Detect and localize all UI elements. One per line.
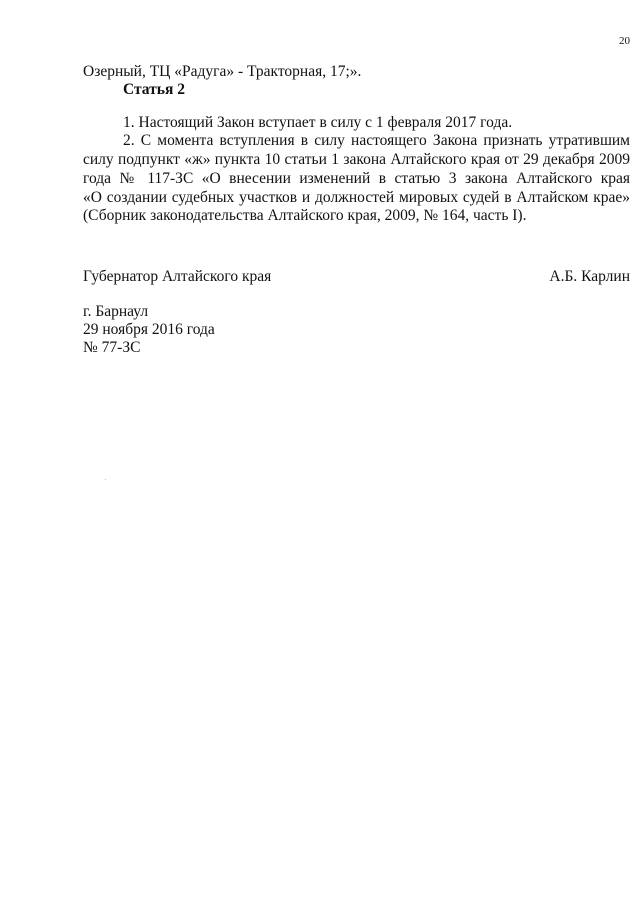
paragraph-2-line: 2. С момента вступления в силу настоящего Закона признать утратившим [123, 132, 630, 149]
signature-position: Губернатор Алтайского края [83, 268, 272, 285]
signature-name: А.Б. Карлин [549, 268, 630, 285]
paragraph-2-line: силу подпункт «ж» пункта 10 статьи 1 закона Алтайского края от 29 декабря 2009 [83, 151, 630, 168]
paragraph-1: 1. Настоящий Закон вступает в силу с 1 февраля 2017 года. [123, 114, 513, 131]
issue-number: № 77-ЗС [83, 339, 141, 356]
continuation-line: Озерный, ТЦ «Радуга» - Тракторная, 17;». [83, 63, 362, 80]
article-heading: Статья 2 [123, 81, 185, 98]
paragraph-2-line: (Сборник законодательства Алтайского края, 2009, № 164, часть I). [83, 207, 527, 224]
issue-place: г. Барнаул [83, 303, 149, 320]
page-number: 20 [619, 35, 630, 47]
paragraph-2-line: года № 117-ЗС «О внесении изменений в статью 3 закона Алтайского края [83, 170, 630, 187]
issue-date: 29 ноября 2016 года [83, 321, 215, 338]
paragraph-2-line: «О создании судебных участков и должностей мировых судей в Алтайском крае» [83, 189, 630, 206]
scan-speck [105, 479, 106, 480]
